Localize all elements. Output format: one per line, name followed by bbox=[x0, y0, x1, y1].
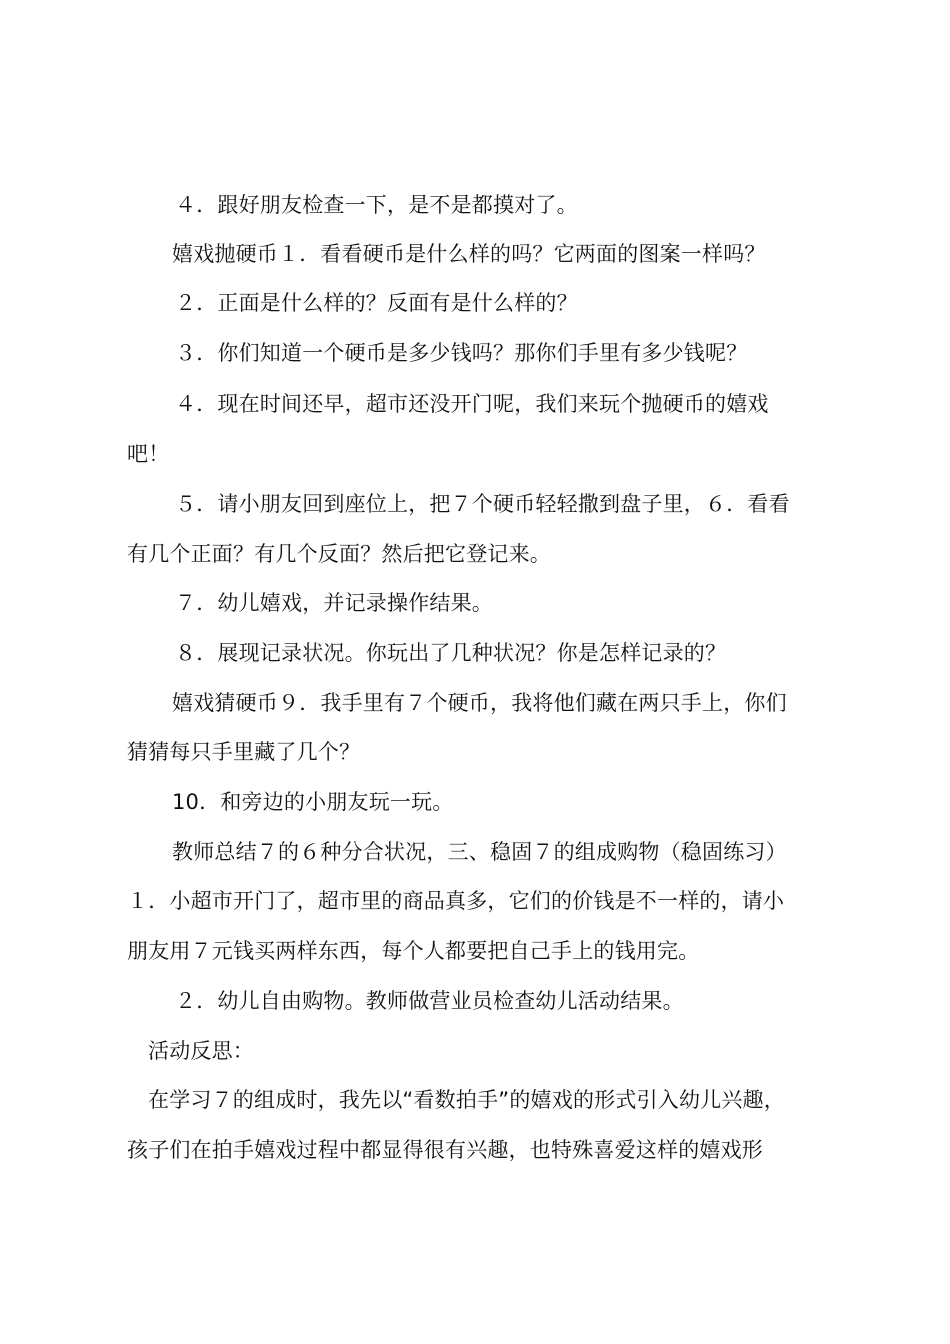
text-line: 吧！ bbox=[127, 442, 170, 466]
text-line: 朋友用７元钱买两样东西，每个人都要把自己手上的钱用完。 bbox=[127, 939, 700, 963]
text-line: ４．现在时间还早，超市还没开门呢，我们来玩个抛硬币的嬉戏 bbox=[175, 392, 769, 416]
text-line: ７．幼儿嬉戏，并记录操作结果。 bbox=[175, 591, 493, 615]
text-line: 猜猜每只手里藏了几个？ bbox=[127, 740, 361, 764]
text-line: 教师总结７的６种分合状况，三、稳固７的组成购物（稳固练习） bbox=[172, 840, 787, 864]
text-line: ８．展现记录状况。你玩出了几种状况？你是怎样记录的？ bbox=[175, 641, 727, 665]
text-line: 嬉戏抛硬币１．看看硬币是什么样的吗？它两面的图案一样吗？ bbox=[172, 242, 766, 266]
text-line: 有几个正面？有几个反面？然后把它登记来。 bbox=[127, 542, 551, 566]
text-line: 孩子们在拍手嬉戏过程中都显得很有兴趣，也特殊喜爱这样的嬉戏形 bbox=[127, 1138, 763, 1162]
text-line: 10．和旁边的小朋友玩一玩。 bbox=[172, 790, 454, 814]
text-line: ２．幼儿自由购物。教师做营业员检查幼儿活动结果。 bbox=[175, 989, 684, 1013]
text-line: ２．正面是什么样的？反面有是什么样的？ bbox=[175, 291, 578, 315]
text-line: １．小超市开门了，超市里的商品真多，它们的价钱是不一样的，请小 bbox=[127, 889, 785, 913]
text-line: 嬉戏猜硬币９．我手里有７个硬币，我将他们藏在两只手上，你们 bbox=[172, 691, 787, 715]
text-line: 活动反思： bbox=[148, 1039, 254, 1063]
text-line: 在学习７的组成时，我先以“看数拍手”的嬉戏的形式引入幼儿兴趣， bbox=[148, 1088, 785, 1112]
text-line: ３．你们知道一个硬币是多少钱吗？那你们手里有多少钱呢？ bbox=[175, 341, 748, 365]
text-line: ４．跟好朋友检查一下，是不是都摸对了。 bbox=[175, 193, 578, 217]
text-line: ５．请小朋友回到座位上，把７个硬币轻轻撒到盘子里，６．看看 bbox=[175, 492, 790, 516]
